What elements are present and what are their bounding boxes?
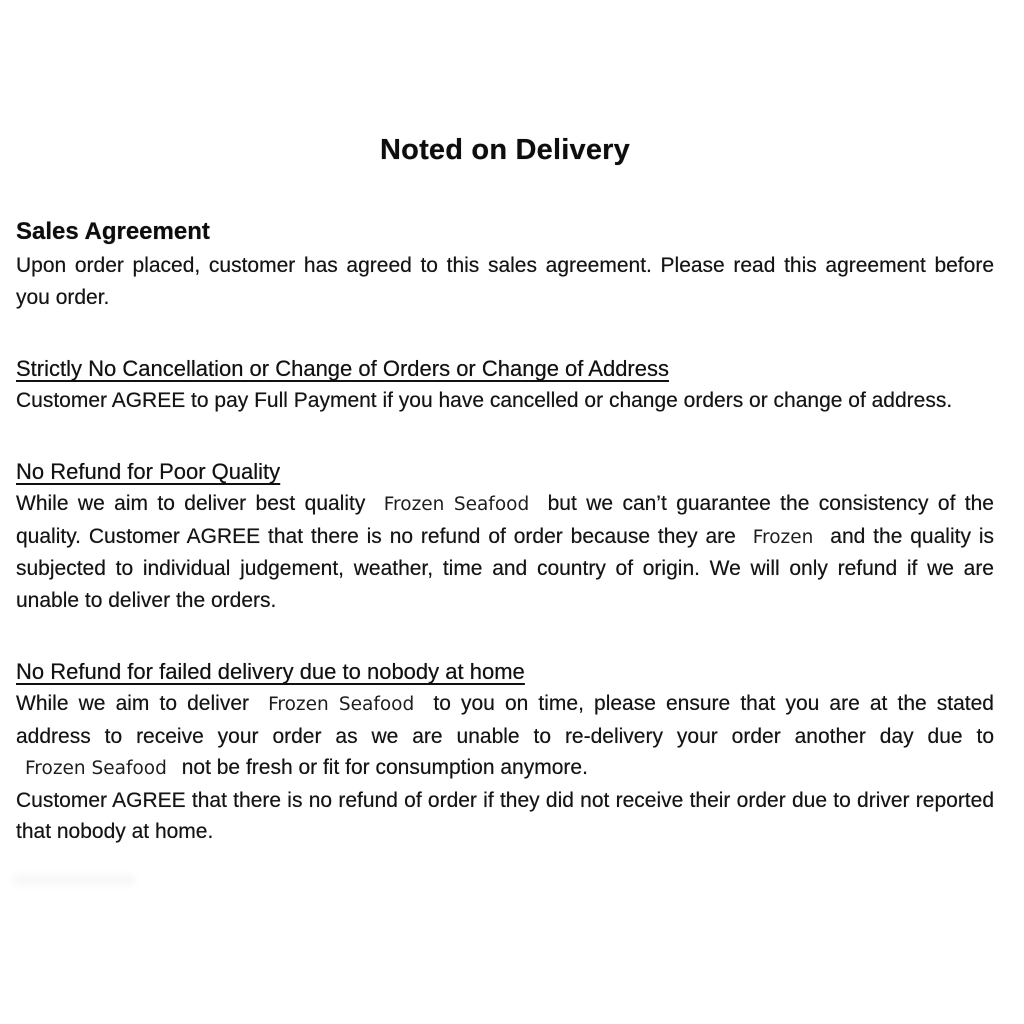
body-text: Customer AGREE that there is no refund of order if they did not receive their order due to driver reported that nobody at home. [16,788,994,844]
section-heading-no-cancellation: Strictly No Cancellation or Change of Orders or Change of Address [16,356,669,382]
scan-ghost-artifact [14,874,134,886]
body-text: but we can’t guarantee the consistency of the quality. Customer AGREE that there is no refund of order because they are [16,491,994,548]
body-text: While we aim to deliver best quality [16,491,366,515]
section-no-cancellation [16,353,994,416]
document-title: Noted on Delivery [380,134,630,166]
section-no-refund-failed-delivery [16,656,994,848]
patched-product-text: Frozen Seafood [268,693,415,715]
patched-product-text: Frozen Seafood [383,493,530,515]
paragraph [16,688,994,785]
section-sales-agreement [16,213,994,313]
body-text: and the quality is subjected to individual judgement, weather, time and country of origin. We will only refund if we are unable to deliver the orders. [16,524,994,612]
paragraph [16,385,994,417]
paragraph [16,785,994,848]
section-heading-no-refund-poor-quality: No Refund for Poor Quality [16,459,281,485]
body-text: to you on time, please ensure that you are at the stated address to receive your order as we are unable to re-delivery your order another day due to [16,691,994,748]
section-heading-sales-agreement: Sales Agreement [16,218,210,245]
body-text: Upon order placed, customer has agreed to this sales agreement. Please read this agreement before you order. [16,254,994,309]
section-heading-no-refund-failed-delivery: No Refund for failed delivery due to nobody at home [16,659,525,685]
body-text: While we aim to deliver [16,691,249,715]
patched-product-text: Frozen [752,526,814,548]
section-no-refund-poor-quality [16,456,994,616]
body-text: Customer AGREE to pay Full Payment if you have cancelled or change orders or change of address. [16,388,953,412]
paragraph [16,250,994,313]
paragraph [16,488,994,616]
patched-product-text: Frozen Seafood [25,758,167,780]
body-text: not be fresh or fit for consumption anymore. [181,756,588,780]
